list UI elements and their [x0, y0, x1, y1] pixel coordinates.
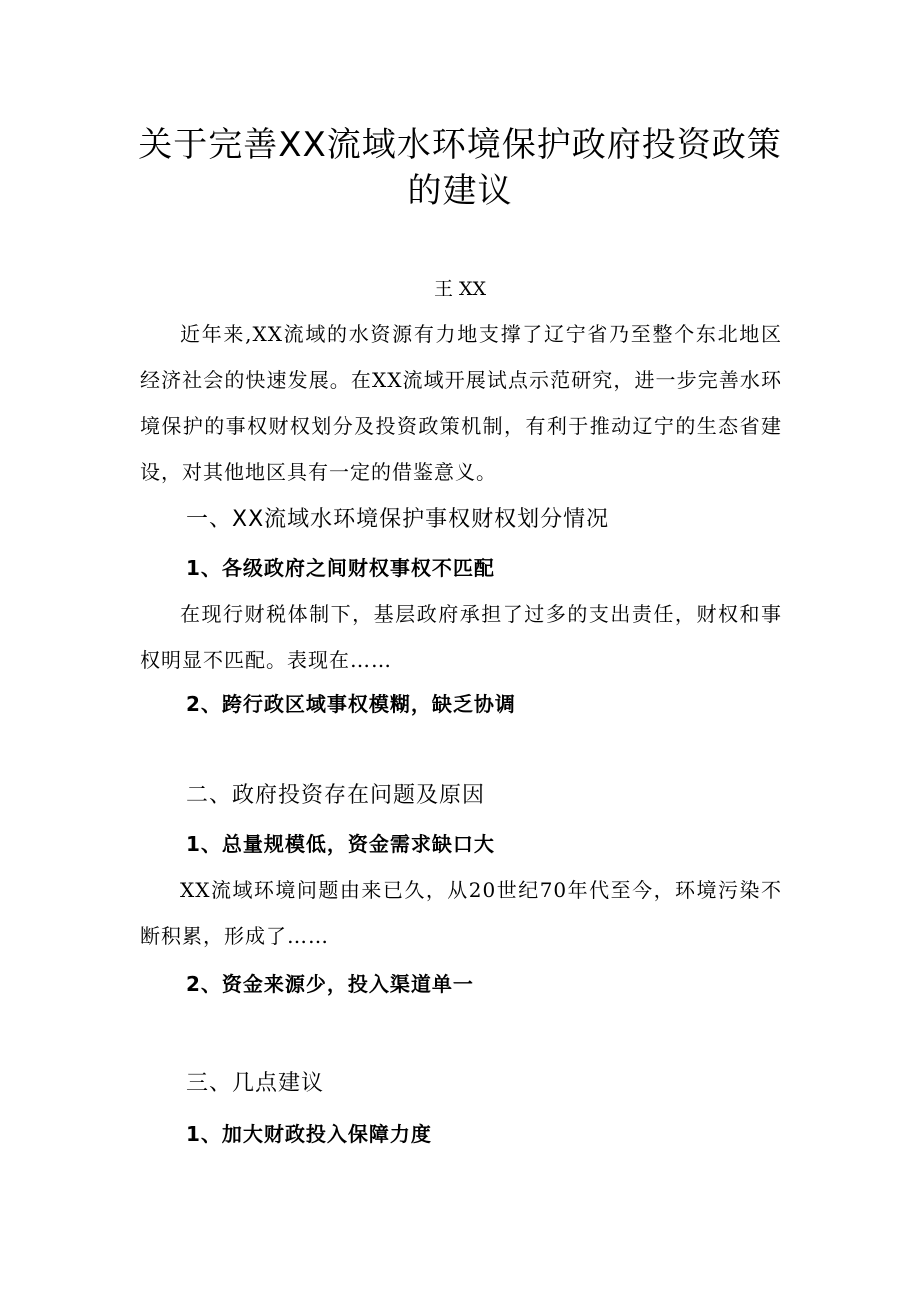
section-2-heading: 二、政府投资存在问题及原因 [186, 783, 486, 808]
section-2-subheading-1: 1、总量规模低，资金需求缺口大 [186, 832, 495, 856]
section-1-subheading-2: 2、跨行政区域事权模糊，缺乏协调 [186, 692, 516, 716]
intro-paragraph: 近年来,XX流域的水资源有力地支撑了辽宁省乃至整个东北地区经济社会的快速发展。在XX流域开展试点示范研究，进一步完善水环境保护的事权财权划分及投资政策机制，有利于推动辽宁的生态省建设，对其他地区具有一定的借鉴意义。 [140, 322, 782, 484]
section-1-paragraph-1: 在现行财税体制下，基层政府承担了过多的支出责任，财权和事权明显不匹配。表现在…… [140, 602, 782, 672]
author-name: 王 XX [433, 278, 487, 300]
section-2-subheading-2: 2、资金来源少，投入渠道单一 [186, 972, 474, 996]
section-3-heading: 三、几点建议 [186, 1071, 325, 1096]
section-3-subheading-1: 1、加大财政投入保障力度 [186, 1122, 432, 1146]
document-title [120, 122, 800, 214]
title-line-2: 的建议 [407, 171, 513, 211]
section-1-subheading-1: 1、各级政府之间财权事权不匹配 [186, 556, 495, 580]
section-1-heading: 一、XX流域水环境保护事权财权划分情况 [186, 507, 610, 532]
section-2-paragraph-1: XX流域环境问题由来已久，从20世纪70年代至今，环境污染不断积累，形成了…… [140, 878, 782, 948]
title-line-1: 关于完善XX流域水环境保护政府投资政策 [138, 125, 782, 165]
